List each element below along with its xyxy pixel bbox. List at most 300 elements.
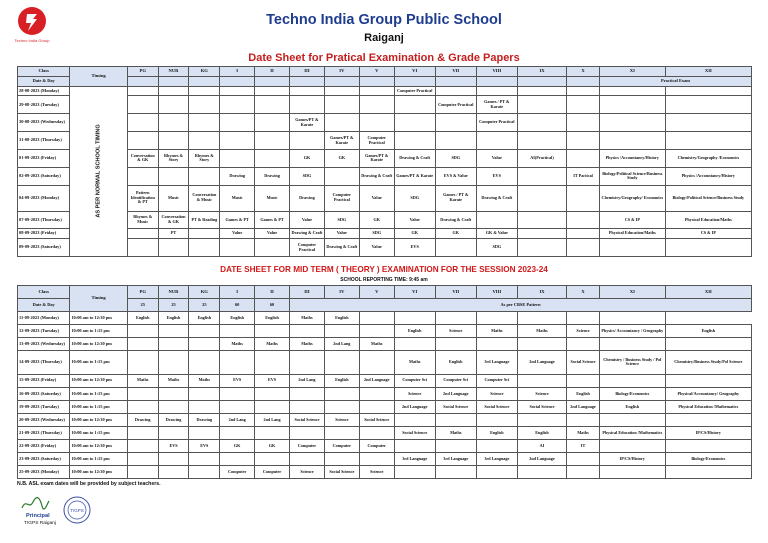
midterm-subheader-row	[18, 299, 752, 312]
exam-cell	[255, 239, 290, 257]
exam-cell: GK	[255, 439, 290, 452]
exam-cell	[394, 413, 435, 426]
exam-cell: Rhymes & Story	[158, 149, 189, 167]
exam-cell: Maths	[476, 325, 517, 338]
school-name: Techno India Group Public School	[266, 12, 502, 28]
date-cell: 02-09-2023 (Saturday)	[18, 167, 70, 185]
exam-cell: Computer Practical	[359, 132, 394, 150]
exam-cell	[158, 465, 189, 478]
timing-cell: 10:00 am to 1:15 pm	[70, 325, 127, 338]
exam-cell: Computer	[220, 465, 255, 478]
exam-cell	[359, 96, 394, 114]
exam-cell: English	[189, 312, 220, 325]
full-marks-cell: 25	[158, 299, 189, 312]
exam-cell: AI(Practical)	[517, 149, 566, 167]
exam-cell	[255, 400, 290, 413]
exam-cell: English	[567, 387, 600, 400]
header-class-II: II	[255, 286, 290, 299]
exam-cell: Physical/Accountancy/ Geography	[665, 387, 751, 400]
exam-cell	[290, 387, 325, 400]
exam-cell	[324, 325, 359, 338]
table-row	[18, 185, 752, 211]
table-row	[18, 149, 752, 167]
header-class-IV: IV	[324, 286, 359, 299]
table-row	[18, 338, 752, 351]
exam-cell	[127, 387, 158, 400]
exam-cell	[255, 452, 290, 465]
exam-cell	[394, 132, 435, 150]
header-class-VIII: VIII	[476, 286, 517, 299]
exam-cell: EVS	[158, 439, 189, 452]
exam-cell	[665, 96, 751, 114]
exam-cell: English	[435, 351, 476, 375]
exam-cell: 2nd Lang	[324, 338, 359, 351]
exam-cell: Physical Education /Mathematics	[665, 400, 751, 413]
header-class-XI: XI	[599, 286, 665, 299]
exam-cell	[158, 351, 189, 375]
exam-cell	[255, 114, 290, 132]
practical-title: Date Sheet for Pratical Examination & Grade Papers	[248, 52, 520, 64]
exam-cell	[435, 239, 476, 257]
exam-cell	[435, 86, 476, 96]
exam-cell	[158, 338, 189, 351]
exam-cell: Social Science	[476, 400, 517, 413]
exam-cell	[599, 114, 665, 132]
exam-cell: EVS	[255, 374, 290, 387]
exam-cell: 3rd Language	[476, 351, 517, 375]
exam-cell: Drawing	[189, 413, 220, 426]
exam-cell: Computer	[290, 439, 325, 452]
exam-cell: Maths	[255, 338, 290, 351]
exam-cell: Computer Sci	[476, 374, 517, 387]
exam-cell: English	[324, 374, 359, 387]
exam-cell	[567, 185, 600, 211]
exam-cell	[517, 239, 566, 257]
date-cell: 19-09-2023 (Tuesday)	[18, 400, 70, 413]
exam-cell: Drawing	[220, 167, 255, 185]
exam-cell	[324, 452, 359, 465]
header-class-I: I	[220, 286, 255, 299]
exam-cell: Computer	[359, 439, 394, 452]
exam-cell: Games/PT & Karate	[394, 167, 435, 185]
exam-cell	[599, 338, 665, 351]
exam-cell	[359, 312, 394, 325]
svg-text:Techno India Group: Techno India Group	[14, 38, 50, 43]
exam-cell: Drawing	[255, 167, 290, 185]
subheader-blank	[517, 76, 566, 86]
header-class-II: II	[255, 67, 290, 77]
exam-cell	[476, 439, 517, 452]
exam-cell	[220, 426, 255, 439]
practical-header-row	[18, 67, 752, 77]
table-row	[18, 426, 752, 439]
exam-cell: IT Pactical	[567, 167, 600, 185]
header-class-NUR: NUR	[158, 67, 189, 77]
exam-cell	[158, 325, 189, 338]
exam-cell	[567, 149, 600, 167]
header-date-day: Date & Day	[18, 76, 70, 86]
practical-subheader-row	[18, 76, 752, 86]
exam-cell: 2nd Lang	[290, 374, 325, 387]
exam-cell	[220, 86, 255, 96]
exam-cell	[290, 86, 325, 96]
header-class-VI: VI	[394, 67, 435, 77]
exam-cell	[517, 185, 566, 211]
exam-cell	[324, 426, 359, 439]
table-row	[18, 400, 752, 413]
date-cell: 12-09-2023 (Tuesday)	[18, 325, 70, 338]
exam-cell	[359, 452, 394, 465]
header-class-IV: IV	[324, 67, 359, 77]
subheader-blank	[359, 76, 394, 86]
exam-cell	[127, 132, 158, 150]
exam-cell: Physics /Accountancy/History	[599, 149, 665, 167]
exam-cell: 3rd Language	[476, 452, 517, 465]
exam-cell: Drawing	[158, 413, 189, 426]
exam-cell: 2nd Language	[394, 400, 435, 413]
exam-cell	[290, 96, 325, 114]
table-row	[18, 413, 752, 426]
date-cell: 22-09-2023 (Friday)	[18, 439, 70, 452]
exam-cell: Maths	[220, 338, 255, 351]
exam-cell	[189, 86, 220, 96]
exam-cell	[189, 239, 220, 257]
exam-cell	[394, 439, 435, 452]
header-class-VI: VI	[394, 286, 435, 299]
subheader-blank	[435, 76, 476, 86]
exam-cell	[324, 400, 359, 413]
exam-cell: EVS & Value	[435, 167, 476, 185]
exam-cell: Maths	[127, 374, 158, 387]
exam-cell	[435, 338, 476, 351]
exam-cell: Physical Education /Mathematics	[599, 426, 665, 439]
exam-cell	[567, 465, 600, 478]
exam-cell	[189, 426, 220, 439]
exam-cell: Science	[394, 387, 435, 400]
exam-cell	[599, 465, 665, 478]
timing-cell: 10:00 am to 12:30 pm	[70, 312, 127, 325]
exam-cell	[290, 325, 325, 338]
exam-cell	[567, 86, 600, 96]
exam-cell: English	[476, 426, 517, 439]
exam-cell: English	[220, 312, 255, 325]
exam-cell	[127, 86, 158, 96]
exam-cell: Value	[359, 239, 394, 257]
exam-cell: PT	[158, 229, 189, 239]
exam-cell	[255, 96, 290, 114]
table-row	[18, 452, 752, 465]
exam-cell	[394, 312, 435, 325]
exam-cell: CS & IP	[665, 229, 751, 239]
exam-cell	[158, 400, 189, 413]
exam-cell	[324, 114, 359, 132]
exam-cell	[359, 86, 394, 96]
timing-note-cell	[70, 86, 127, 256]
timing-cell: 10:00 am to 1:15 pm	[70, 351, 127, 375]
exam-cell	[567, 96, 600, 114]
table-row	[18, 229, 752, 239]
exam-cell: Games & PT	[255, 211, 290, 229]
exam-cell: Physical Education/Maths	[665, 211, 751, 229]
exam-cell: Drawing & Craft	[394, 149, 435, 167]
exam-cell	[158, 452, 189, 465]
exam-cell: Science	[476, 387, 517, 400]
header-class-XII: XII	[665, 286, 751, 299]
table-row	[18, 325, 752, 338]
exam-cell	[324, 351, 359, 375]
exam-cell: EVS	[476, 167, 517, 185]
table-row	[18, 132, 752, 150]
subheader-blank	[189, 76, 220, 86]
exam-cell	[665, 132, 751, 150]
exam-cell	[127, 167, 158, 185]
exam-cell: English	[517, 426, 566, 439]
exam-cell: Conversation & Music	[189, 185, 220, 211]
header-class-IX: IX	[517, 286, 566, 299]
header-class-V: V	[359, 286, 394, 299]
exam-cell	[517, 96, 566, 114]
exam-cell	[599, 96, 665, 114]
exam-cell	[567, 229, 600, 239]
header-class-VIII: VIII	[476, 67, 517, 77]
exam-cell: PT & Reading	[189, 211, 220, 229]
subheader-blank	[290, 76, 325, 86]
exam-cell: Drawing & Craft	[435, 211, 476, 229]
exam-cell	[599, 132, 665, 150]
header-date-day: Date & Day	[18, 299, 70, 312]
exam-cell: Value	[394, 211, 435, 229]
exam-cell: Social Science	[359, 413, 394, 426]
date-cell: 01-09-2023 (Friday)	[18, 149, 70, 167]
exam-cell: GK	[359, 211, 394, 229]
date-cell: 25-09-2023 (Monday)	[18, 465, 70, 478]
subheader-blank	[158, 76, 189, 86]
exam-cell	[665, 413, 751, 426]
exam-cell	[255, 132, 290, 150]
exam-cell	[476, 86, 517, 96]
exam-cell: 2nd Language	[359, 374, 394, 387]
practical-date-sheet-table	[17, 66, 752, 257]
exam-cell	[189, 351, 220, 375]
table-row	[18, 439, 752, 452]
exam-cell: Science	[324, 413, 359, 426]
exam-cell: Value	[324, 229, 359, 239]
exam-cell	[567, 114, 600, 132]
exam-cell: IP/CS/History	[665, 426, 751, 439]
exam-cell	[189, 167, 220, 185]
date-cell: 09-09-2023 (Saturday)	[18, 239, 70, 257]
exam-cell: Maths	[290, 312, 325, 325]
exam-cell	[517, 211, 566, 229]
exam-cell	[476, 338, 517, 351]
exam-cell: Maths	[567, 426, 600, 439]
exam-cell	[435, 413, 476, 426]
exam-cell: Games/PT & Karate	[359, 149, 394, 167]
table-row	[18, 312, 752, 325]
exam-cell	[290, 132, 325, 150]
exam-cell: Value	[359, 185, 394, 211]
full-marks-cell: 60	[255, 299, 290, 312]
exam-cell	[158, 114, 189, 132]
exam-cell	[127, 351, 158, 375]
table-row	[18, 351, 752, 375]
exam-cell: Social Science	[435, 400, 476, 413]
exam-cell: GK & Value	[476, 229, 517, 239]
exam-cell: English	[127, 312, 158, 325]
exam-cell: Value	[476, 149, 517, 167]
exam-cell: Conversation & GK	[127, 149, 158, 167]
table-row	[18, 86, 752, 96]
exam-cell	[324, 96, 359, 114]
exam-cell: Science	[290, 465, 325, 478]
footnote: N.B. ASL exam dates will be provided by subject teachers.	[17, 481, 161, 487]
exam-cell	[158, 387, 189, 400]
header-class-X: X	[567, 67, 600, 77]
date-cell: 07-09-2023 (Thursday)	[18, 211, 70, 229]
exam-cell	[255, 325, 290, 338]
timing-cell: 10:00 am to 1:15 pm	[70, 387, 127, 400]
header-class-X: X	[567, 286, 600, 299]
date-cell: 13-09-2023 (Wednesday)	[18, 338, 70, 351]
header-class-NUR: NUR	[158, 286, 189, 299]
exam-cell: Computer Practical	[324, 185, 359, 211]
practical-exam-label: Practical Exam	[599, 76, 751, 86]
subheader-blank	[567, 76, 600, 86]
exam-cell: Physical Education/Maths	[599, 229, 665, 239]
exam-cell	[220, 325, 255, 338]
exam-cell	[476, 211, 517, 229]
exam-cell	[189, 114, 220, 132]
exam-cell: 2nd Lang	[255, 413, 290, 426]
header-class: Class	[18, 286, 70, 299]
exam-cell: 2nd Language	[517, 351, 566, 375]
exam-cell	[255, 351, 290, 375]
exam-cell: Games & PT	[220, 211, 255, 229]
exam-cell	[158, 86, 189, 96]
exam-cell	[359, 387, 394, 400]
exam-cell: Physics /Accountancy/History	[665, 167, 751, 185]
full-marks-cell: 25	[189, 299, 220, 312]
exam-cell: EVS	[220, 374, 255, 387]
school-seal-icon	[62, 495, 92, 525]
exam-cell: Rhymes & Music	[127, 211, 158, 229]
timing-note: AS PER NORMAL SCHOOL TIMING	[95, 124, 102, 218]
exam-cell	[394, 96, 435, 114]
exam-cell: AI	[517, 439, 566, 452]
exam-cell	[665, 114, 751, 132]
exam-cell	[665, 239, 751, 257]
exam-cell: Biology/Political Science/Business Study	[665, 185, 751, 211]
exam-cell: Games / PT & Karate	[476, 96, 517, 114]
exam-cell: 2nd Lang	[220, 413, 255, 426]
exam-cell: IP/CS/History	[599, 452, 665, 465]
exam-cell	[599, 86, 665, 96]
exam-cell	[567, 338, 600, 351]
exam-cell: English	[158, 312, 189, 325]
exam-cell: SDG	[394, 185, 435, 211]
exam-cell	[435, 114, 476, 132]
exam-cell	[476, 413, 517, 426]
exam-cell	[189, 452, 220, 465]
header-class-VII: VII	[435, 286, 476, 299]
exam-cell: Rhymes & Story	[189, 149, 220, 167]
exam-cell	[127, 439, 158, 452]
exam-cell: Computer	[324, 439, 359, 452]
exam-cell: Science	[567, 325, 600, 338]
timing-cell: 10:00 am to 1:15 pm	[70, 426, 127, 439]
exam-cell: 3rd Language	[394, 452, 435, 465]
exam-cell	[220, 114, 255, 132]
exam-cell: SDG	[324, 211, 359, 229]
table-row	[18, 239, 752, 257]
full-marks-cell: 60	[220, 299, 255, 312]
exam-cell	[599, 439, 665, 452]
exam-cell: Value	[255, 229, 290, 239]
exam-cell	[665, 86, 751, 96]
header-timing: Timing	[70, 67, 127, 87]
exam-cell	[567, 239, 600, 257]
exam-cell	[665, 439, 751, 452]
exam-cell: Biology/Economics	[665, 452, 751, 465]
header-class-VII: VII	[435, 67, 476, 77]
exam-cell	[189, 338, 220, 351]
exam-cell: Music	[158, 185, 189, 211]
exam-cell: Science	[359, 465, 394, 478]
exam-cell	[567, 312, 600, 325]
exam-cell	[127, 452, 158, 465]
table-row	[18, 96, 752, 114]
date-cell: 04-09-2023 (Monday)	[18, 185, 70, 211]
exam-cell	[220, 132, 255, 150]
table-row	[18, 465, 752, 478]
exam-cell	[189, 229, 220, 239]
exam-cell: Drawing & Craft	[476, 185, 517, 211]
exam-cell: GK	[220, 439, 255, 452]
exam-cell: GK	[324, 149, 359, 167]
exam-cell: English	[255, 312, 290, 325]
exam-cell: Social Science	[567, 351, 600, 375]
timing-cell: 10:00 am to 1:15 pm	[70, 452, 127, 465]
exam-cell	[127, 96, 158, 114]
exam-cell	[567, 211, 600, 229]
exam-cell	[255, 149, 290, 167]
exam-cell	[290, 351, 325, 375]
header-class-V: V	[359, 67, 394, 77]
exam-cell	[255, 426, 290, 439]
school-short-name: TIGPS Raiganj	[24, 521, 56, 526]
subheader-blank	[127, 76, 158, 86]
header-class-XII: XII	[665, 67, 751, 77]
exam-cell	[517, 167, 566, 185]
exam-cell: Pattern Identification & PT	[127, 185, 158, 211]
exam-cell	[324, 387, 359, 400]
exam-cell: Drawing & Craft	[359, 167, 394, 185]
exam-cell	[394, 465, 435, 478]
exam-cell	[359, 400, 394, 413]
header-class-PG: PG	[127, 67, 158, 77]
header-class-III: III	[290, 67, 325, 77]
header-class-XI: XI	[599, 67, 665, 77]
exam-cell	[435, 312, 476, 325]
exam-cell	[189, 465, 220, 478]
date-cell: 15-09-2023 (Friday)	[18, 374, 70, 387]
exam-cell	[599, 239, 665, 257]
timing-cell: 10:00 am to 12:30 pm	[70, 338, 127, 351]
exam-cell	[476, 312, 517, 325]
exam-cell: Computer Practical	[476, 114, 517, 132]
exam-cell	[158, 96, 189, 114]
subheader-blank	[220, 76, 255, 86]
